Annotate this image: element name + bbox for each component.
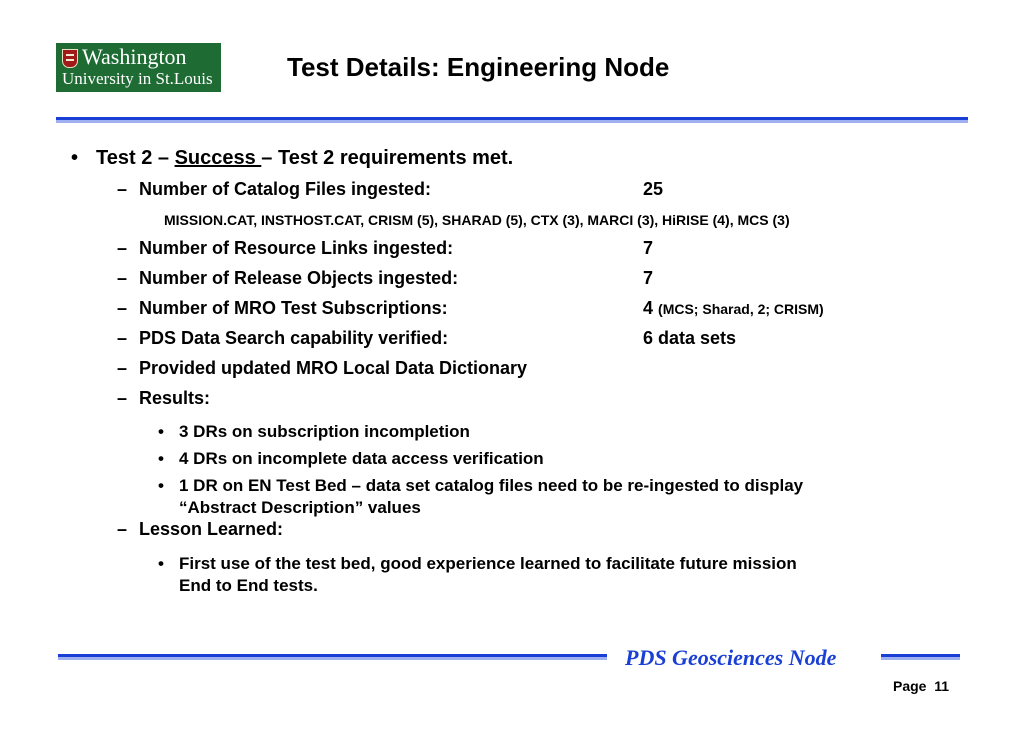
- dash-icon: –: [117, 238, 128, 258]
- bullet-icon: •: [158, 422, 164, 441]
- page-value: 11: [934, 678, 950, 694]
- item-value: [643, 297, 824, 320]
- header-rule: [56, 117, 968, 120]
- page-label: Page: [893, 678, 927, 694]
- item-label: Number of MRO Test Subscriptions:: [139, 298, 448, 318]
- item-label: Number of Resource Links ingested:: [139, 238, 454, 258]
- results-heading: Results:: [139, 388, 211, 408]
- bullet-icon: •: [158, 554, 164, 573]
- item-value: 7: [643, 268, 654, 288]
- footer-rule-right: [881, 654, 960, 657]
- dash-icon: –: [117, 358, 128, 378]
- item-label: PDS Data Search capability verified:: [139, 328, 449, 348]
- item-value: 6 data sets: [643, 328, 737, 348]
- item-value-number: 4: [643, 298, 654, 318]
- bullet-icon: •: [71, 147, 79, 169]
- bullet-icon: •: [158, 449, 164, 468]
- result-item-continued: “Abstract Description” values: [179, 498, 421, 517]
- result-item: 3 DRs on subscription incompletion: [179, 422, 470, 441]
- dash-icon: –: [117, 179, 128, 199]
- dash-icon: –: [117, 519, 128, 539]
- item-label: Number of Catalog Files ingested:: [139, 179, 432, 199]
- lesson-item-continued: End to End tests.: [179, 576, 318, 595]
- slide-title: Test Details: Engineering Node: [287, 52, 670, 82]
- test-heading: [96, 146, 513, 170]
- logo-line-1: Washington: [82, 44, 187, 69]
- dash-icon: –: [117, 268, 128, 288]
- item-label: Number of Release Objects ingested:: [139, 268, 459, 288]
- success-word: Success: [174, 147, 262, 169]
- lesson-item: First use of the test bed, good experience learned to facilitate future mission: [179, 554, 797, 573]
- footer-title: PDS Geosciences Node: [625, 645, 837, 670]
- crest-icon: [62, 49, 78, 68]
- dash-icon: –: [117, 328, 128, 348]
- dash-icon: –: [117, 298, 128, 318]
- test-prefix: Test 2 –: [96, 147, 175, 169]
- footer-rule-left: [58, 654, 607, 657]
- item-note: (MCS; Sharad, 2; CRISM): [658, 301, 824, 317]
- university-logo: [56, 43, 221, 92]
- lesson-heading: Lesson Learned:: [139, 519, 284, 539]
- result-item: 1 DR on EN Test Bed – data set catalog files need to be re-ingested to display: [179, 476, 804, 495]
- test-suffix: – Test 2 requirements met.: [261, 147, 514, 169]
- bullet-icon: •: [158, 476, 164, 495]
- page-number: [893, 678, 949, 694]
- result-item: 4 DRs on incomplete data access verification: [179, 449, 544, 468]
- item-value: 7: [643, 238, 654, 258]
- dash-icon: –: [117, 388, 128, 408]
- catalog-detail: MISSION.CAT, INSTHOST.CAT, CRISM (5), SHARAD (5), CTX (3), MARCI (3), HiRISE (4), MCS (3): [164, 212, 790, 228]
- logo-line-2: University in St.Louis: [62, 69, 213, 88]
- item-value: 25: [643, 179, 664, 199]
- item-label: Provided updated MRO Local Data Dictionary: [139, 358, 528, 378]
